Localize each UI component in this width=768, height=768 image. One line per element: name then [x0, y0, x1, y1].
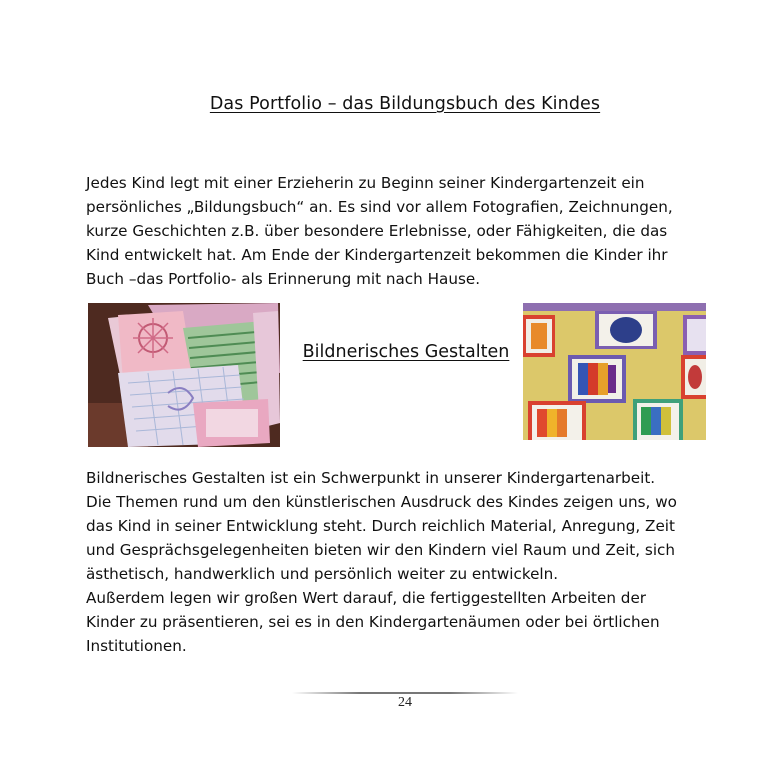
- artwork-photo-left: [88, 303, 280, 447]
- text-line: das Kind in seiner Entwicklung steht. Durch reichlich Material, Anregung, Zeit: [86, 517, 675, 535]
- page-title: Das Portfolio – das Bildungsbuch des Kindes: [209, 94, 601, 114]
- artwork-photo-right: [523, 303, 706, 440]
- artwork-papers-illustration: [88, 303, 280, 447]
- section-heading: Bildnerisches Gestalten: [302, 342, 510, 362]
- wall-paintings-illustration: [523, 303, 706, 440]
- text-line: und Gesprächsgelegenheiten bieten wir den Kindern viel Raum und Zeit, sich: [86, 541, 676, 559]
- text-line: Bildnerisches Gestalten ist ein Schwerpunkt in unserer Kindergartenarbeit.: [86, 469, 656, 487]
- text-line: Buch –das Portfolio- als Erinnerung mit nach Hause.: [86, 270, 481, 288]
- footer-divider: [292, 692, 518, 694]
- text-line: Kind entwickelt hat. Am Ende der Kindergartenzeit bekommen die Kinder ihr: [86, 246, 668, 264]
- text-line: Die Themen rund um den künstlerischen Ausdruck des Kindes zeigen uns, wo: [86, 493, 677, 511]
- text-line: Jedes Kind legt mit einer Erzieherin zu Beginn seiner Kindergartenzeit ein: [86, 174, 645, 192]
- text-line: ästhetisch, handwerklich und persönlich weiter zu entwickeln.: [86, 565, 559, 583]
- section-paragraph: [86, 466, 726, 658]
- text-line: Kinder zu präsentieren, sei es in den Kindergartenäumen oder bei örtlichen: [86, 613, 660, 631]
- text-line: persönliches „Bildungsbuch“ an. Es sind vor allem Fotografien, Zeichnungen,: [86, 198, 673, 216]
- text-line: kurze Geschichten z.B. über besondere Erlebnisse, oder Fähigkeiten, die das: [86, 222, 668, 240]
- text-line: Außerdem legen wir großen Wert darauf, die fertiggestellten Arbeiten der: [86, 589, 647, 607]
- text-line: Institutionen.: [86, 637, 187, 655]
- page-number: 24: [398, 695, 412, 710]
- intro-paragraph: [86, 171, 726, 291]
